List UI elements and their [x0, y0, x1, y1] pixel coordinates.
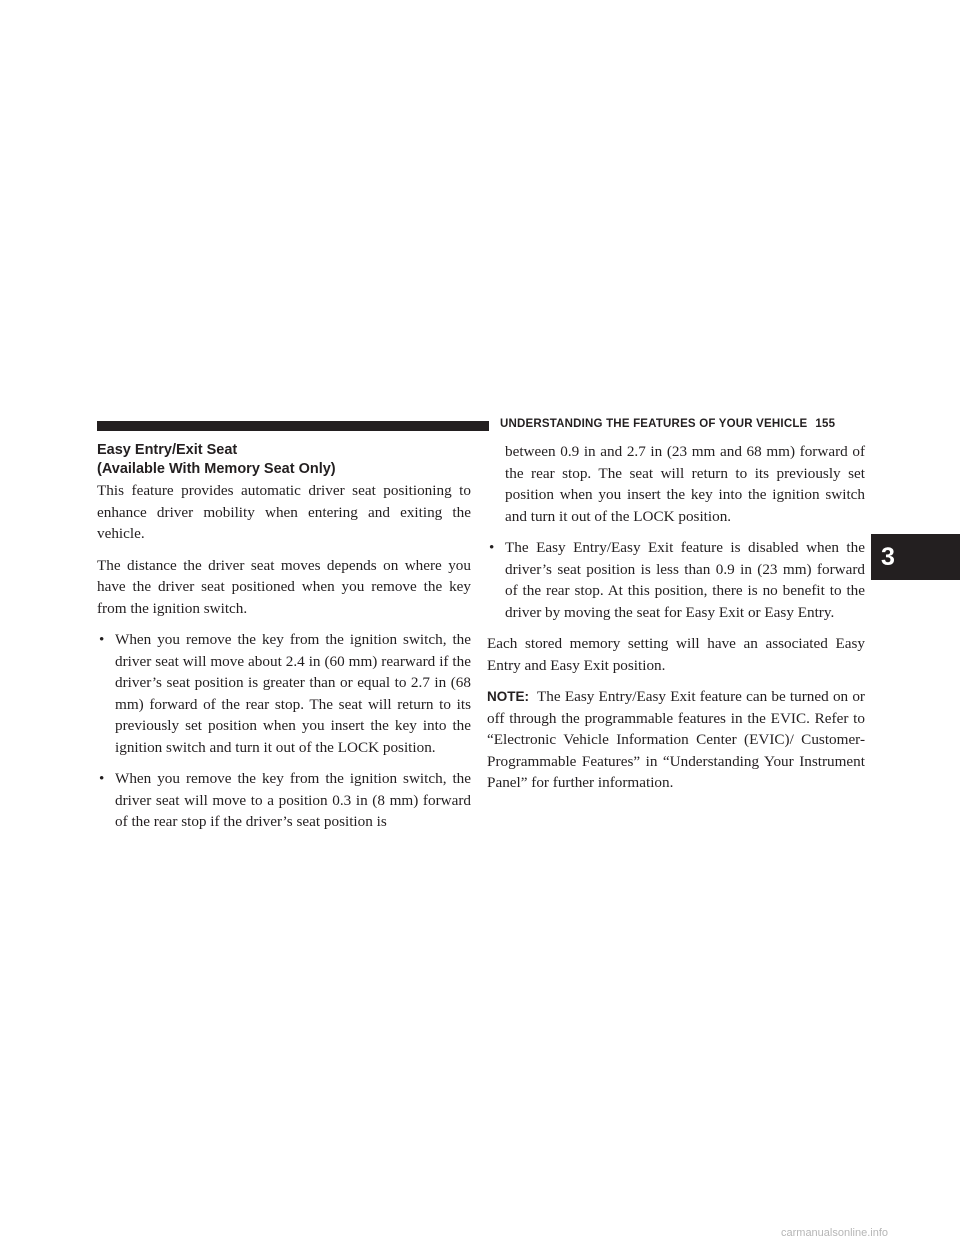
paragraph-distance: The distance the driver seat moves depends on where you have the driver seat positioned when you remove the key from the ignition switch. [97, 556, 471, 617]
note-label: NOTE: [487, 689, 529, 704]
bullet-icon: • [489, 539, 495, 556]
page-number: 155 [815, 418, 836, 430]
paragraph-intro: This feature provides automatic driver seat positioning to enhance driver mobility when entering and exiting the vehicle. [97, 482, 471, 542]
section-title: UNDERSTANDING THE FEATURES OF YOUR VEHICLE [500, 418, 808, 430]
paragraph-memory: Each stored memory setting will have an associated Easy Entry and Easy Exit position. [487, 635, 865, 674]
bullet-text: When you remove the key from the ignition switch, the driver seat will move about 2.4 in (60 mm) rearward if the driver’s seat position is greater than or equal to 2.7 in (68 mm) forward of the rear stop. The seat will return to its previously set position when you insert the key into the ignition switch and turn it out of the LOCK position. [115, 631, 471, 756]
left-column [97, 441, 471, 843]
running-header [500, 418, 835, 430]
bullet-item [97, 768, 471, 833]
note-text: The Easy Entry/Easy Exit feature can be turned on or off through the programmable features in the EVIC. Refer to “Electronic Vehicle Information Center (EVIC)/ Customer-Programmable Features” in “Understanding Your Instrument Panel” for further information. [487, 688, 865, 791]
bullet-icon: • [99, 770, 105, 787]
bullet-icon: • [99, 631, 105, 648]
section-heading [97, 441, 471, 479]
bullet-continuation: between 0.9 in and 2.7 in (23 mm and 68 mm) forward of the rear stop. The seat will return to its previously set position when you insert the key into the ignition switch and turn it out of the LOCK position. [505, 443, 865, 525]
watermark: carmanualsonline.info [781, 1227, 889, 1239]
heading-line-2: (Available With Memory Seat Only) [97, 461, 336, 477]
bullet-item [487, 537, 865, 623]
right-column [487, 441, 865, 804]
bullet-item [97, 629, 471, 758]
bullet-text: The Easy Entry/Easy Exit feature is disabled when the driver’s seat position is less than 0.9 in (23 mm) forward of the rear stop. At this position, there is no benefit to the driver by moving the seat for Easy Exit or Easy Entry. [505, 539, 865, 621]
chapter-tab: 3 [871, 534, 960, 580]
heading-line-1: Easy Entry/Exit Seat [97, 442, 238, 458]
bullet-text: When you remove the key from the ignition switch, the driver seat will move to a position 0.3 in (8 mm) forward of the rear stop if the driver’s seat position is [115, 770, 471, 830]
header-rule [97, 421, 489, 431]
note-paragraph [487, 686, 865, 794]
